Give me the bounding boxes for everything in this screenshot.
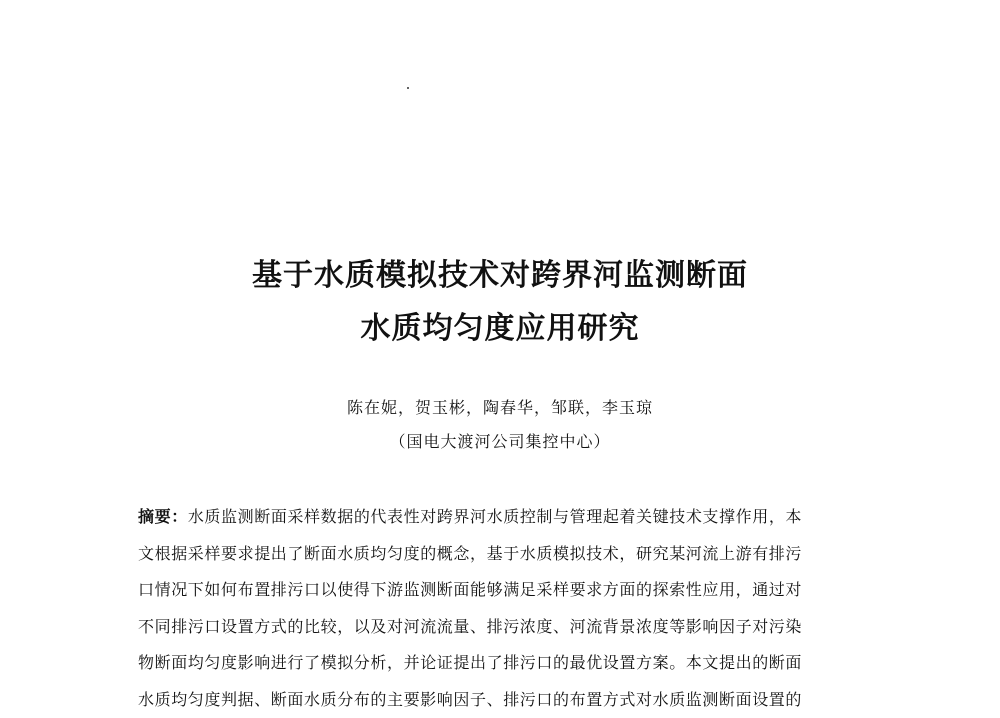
abstract-line-4: 不同排污口设置方式的比较，以及对河流流量、排污浓度、河流背景浓度等影响因子对污染 bbox=[138, 609, 864, 646]
paper-title-line-2: 水质均匀度应用研究 bbox=[0, 310, 1000, 348]
paper-title-line-1: 基于水质模拟技术对跨界河监测断面 bbox=[0, 257, 1000, 295]
abstract-label: 摘要： bbox=[138, 507, 188, 526]
author-list: 陈在妮，贺玉彬，陶春华，邹联，李玉琼 bbox=[0, 397, 1000, 419]
author-affiliation: （国电大渡河公司集控中心） bbox=[0, 431, 1000, 453]
abstract bbox=[138, 499, 864, 718]
scan-speck bbox=[407, 87, 409, 89]
abstract-line-2: 文根据采样要求提出了断面水质均匀度的概念，基于水质模拟技术，研究某河流上游有排污 bbox=[138, 536, 864, 573]
abstract-text-1: 水质监测断面采样数据的代表性对跨界河水质控制与管理起着关键技术支撑作用，本 bbox=[188, 507, 802, 526]
abstract-line-3: 口情况下如何布置排污口以使得下游监测断面能够满足采样要求方面的探索性应用，通过对 bbox=[138, 572, 864, 609]
abstract-line-1 bbox=[138, 499, 864, 536]
abstract-line-6: 水质均匀度判据、断面水质分布的主要影响因子、排污口的布置方式对水质监测断面设置的 bbox=[138, 682, 864, 718]
abstract-line-5: 物断面均匀度影响进行了模拟分析，并论证提出了排污口的最优设置方案。本文提出的断面 bbox=[138, 645, 864, 682]
